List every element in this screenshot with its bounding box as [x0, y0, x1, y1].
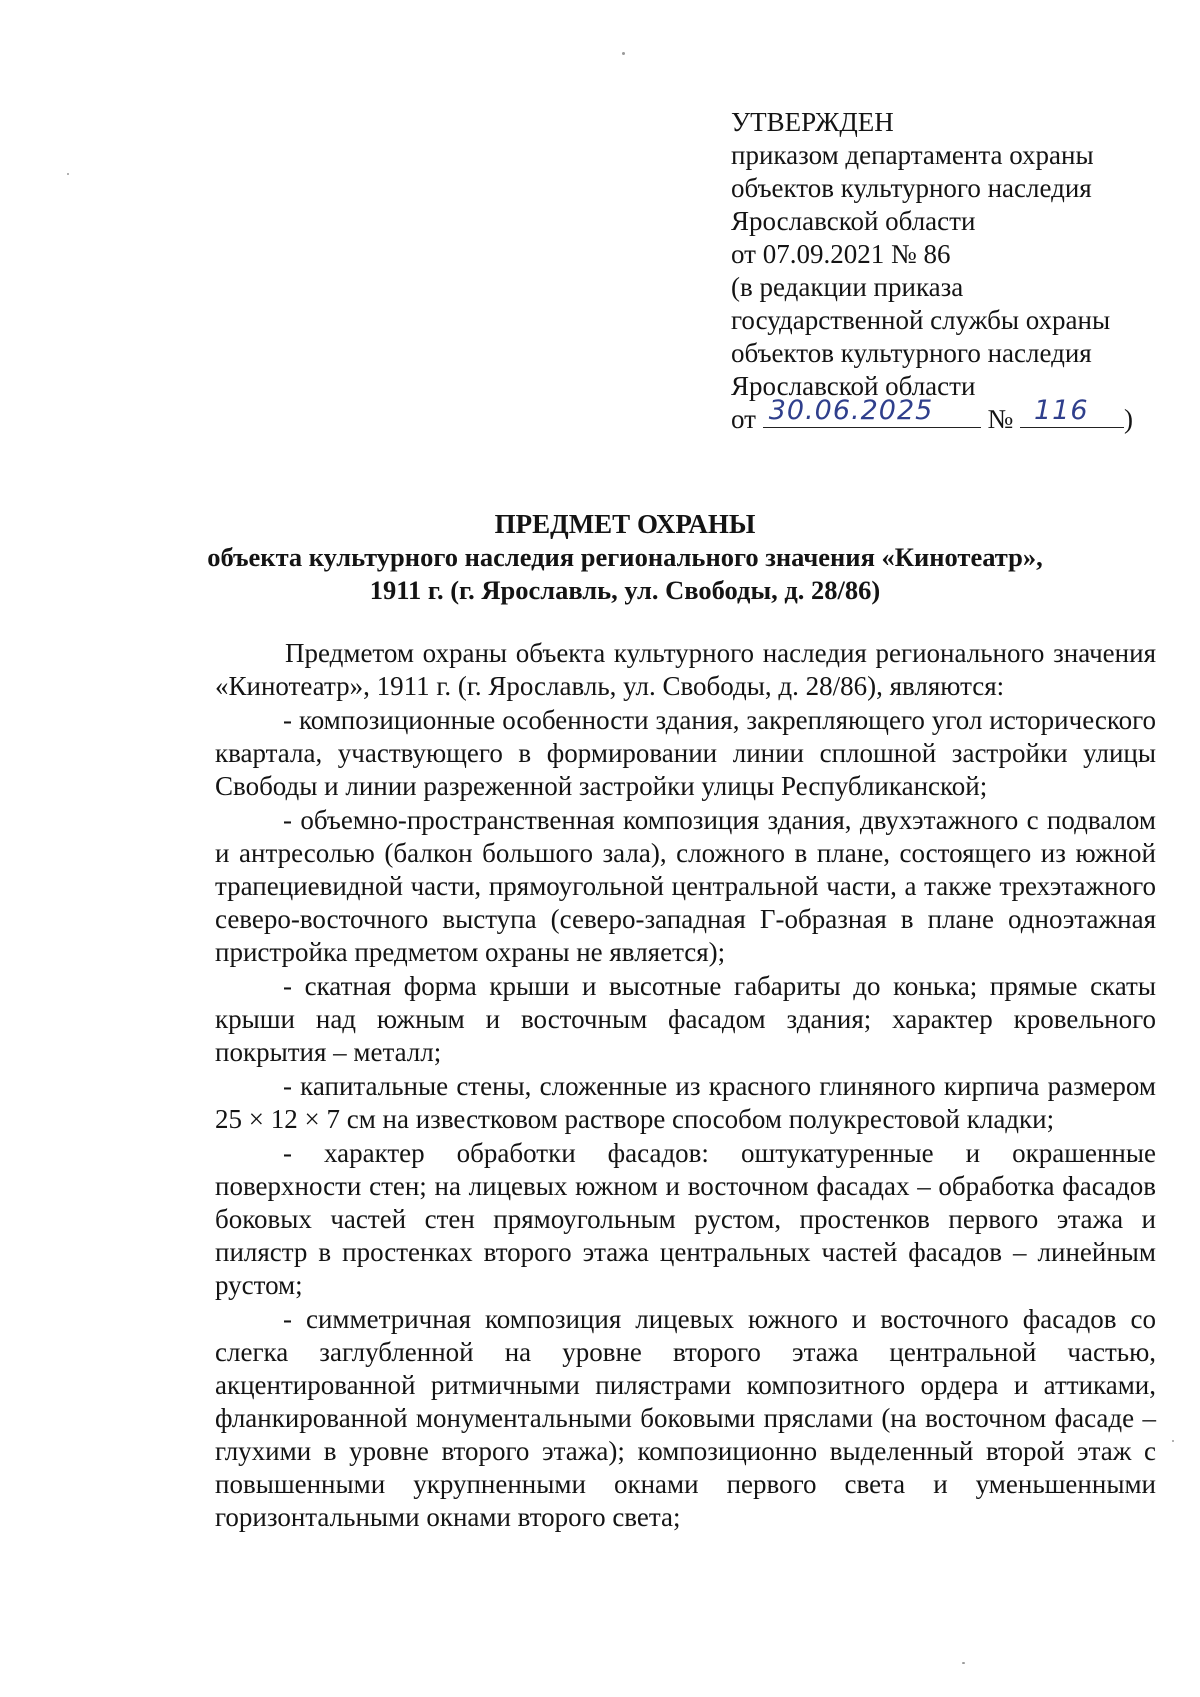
approval-line: от 07.09.2021 № 86	[731, 239, 951, 269]
approval-line: объектов культурного наследия	[731, 338, 1092, 368]
list-item: - скатная форма крыши и высотные габариты до конька; прямые скаты крыши над южным и восточным фасадом здания; характер кровельного покрытия – металл;	[215, 971, 1156, 1067]
approval-line: (в редакции приказа	[731, 272, 964, 302]
approval-line: приказом департамента охраны	[731, 140, 1094, 170]
list-item: - композиционные особенности здания, закрепляющего угол исторического квартала, участвующего в формировании линии сплошной застройки улицы Свободы и линии разреженной застройки улицы Республиканской;	[215, 705, 1156, 801]
approval-line: Ярославской области	[731, 371, 976, 401]
approval-heading: УТВЕРЖДЕН	[731, 107, 894, 137]
scan-speck	[67, 173, 69, 175]
document-body	[215, 637, 1156, 1534]
title-line-2: объекта культурного наследия регионального значения «Кинотеатр»,	[207, 542, 1043, 572]
approval-line: Ярославской области	[731, 206, 976, 236]
date-blank	[763, 395, 981, 428]
document-title	[200, 508, 1050, 607]
handwritten-date: 30.06.2025	[768, 395, 934, 426]
number-sign: №	[987, 404, 1014, 434]
intro-paragraph: Предметом охраны объекта культурного наследия регионального значения «Кинотеатр», 1911 г. (г. Ярославль, ул. Свободы, д. 28/86), являются:	[215, 638, 1156, 701]
list-item: - характер обработки фасадов: оштукатуренные и окрашенные поверхности стен; на лицевых южном и восточном фасадах – обработка фасадов боковых частей стен прямоугольным рустом, простенков первого этажа и пилястр в простенках второго этажа центральных частей фасадов – линейным рустом;	[215, 1138, 1156, 1300]
approval-line: государственной службы охраны	[731, 305, 1111, 335]
scan-speck	[962, 1662, 965, 1664]
number-blank	[1020, 395, 1124, 428]
title-line-3: 1911 г. (г. Ярославль, ул. Свободы, д. 28/86)	[369, 575, 881, 605]
approval-line: объектов культурного наследия	[731, 173, 1092, 203]
handwritten-number: 116	[1033, 395, 1089, 426]
scan-speck	[622, 52, 625, 55]
scan-speck	[1172, 1440, 1174, 1442]
approval-block	[731, 106, 1161, 436]
closing-paren: )	[1123, 404, 1133, 434]
list-item: - объемно-пространственная композиция здания, двухэтажного с подвалом и антресолью (балкон большого зала), сложного в плане, состоящего из южной трапециевидной части, прямоугольной центральной части, а также трехэтажного северо-восточного выступа (северо-западная Г-образная в плане одноэтажная пристройка предметом охраны не является);	[215, 805, 1156, 967]
list-item: - капитальные стены, сложенные из красного глиняного кирпича размером 25 × 12 × 7 см на известковом растворе способом полукрестовой кладки;	[215, 1071, 1156, 1134]
list-item: - симметричная композиция лицевых южного и восточного фасадов со слегка заглубленной на уровне второго этажа центральной частью, акцентированной ритмичными пилястрами композитного ордера и аттиками, фланкированной монументальными боковыми пряслами (на восточном фасаде – глухими в уровне второго этажа); композиционно выделенный второй этаж с повышенными укрупненными окнами первого света и уменьшенными горизонтальными окнами второго света;	[215, 1304, 1156, 1532]
title-main: ПРЕДМЕТ ОХРАНЫ	[494, 509, 756, 539]
approval-date-number-line	[731, 395, 1161, 436]
date-prefix: от	[731, 404, 756, 434]
